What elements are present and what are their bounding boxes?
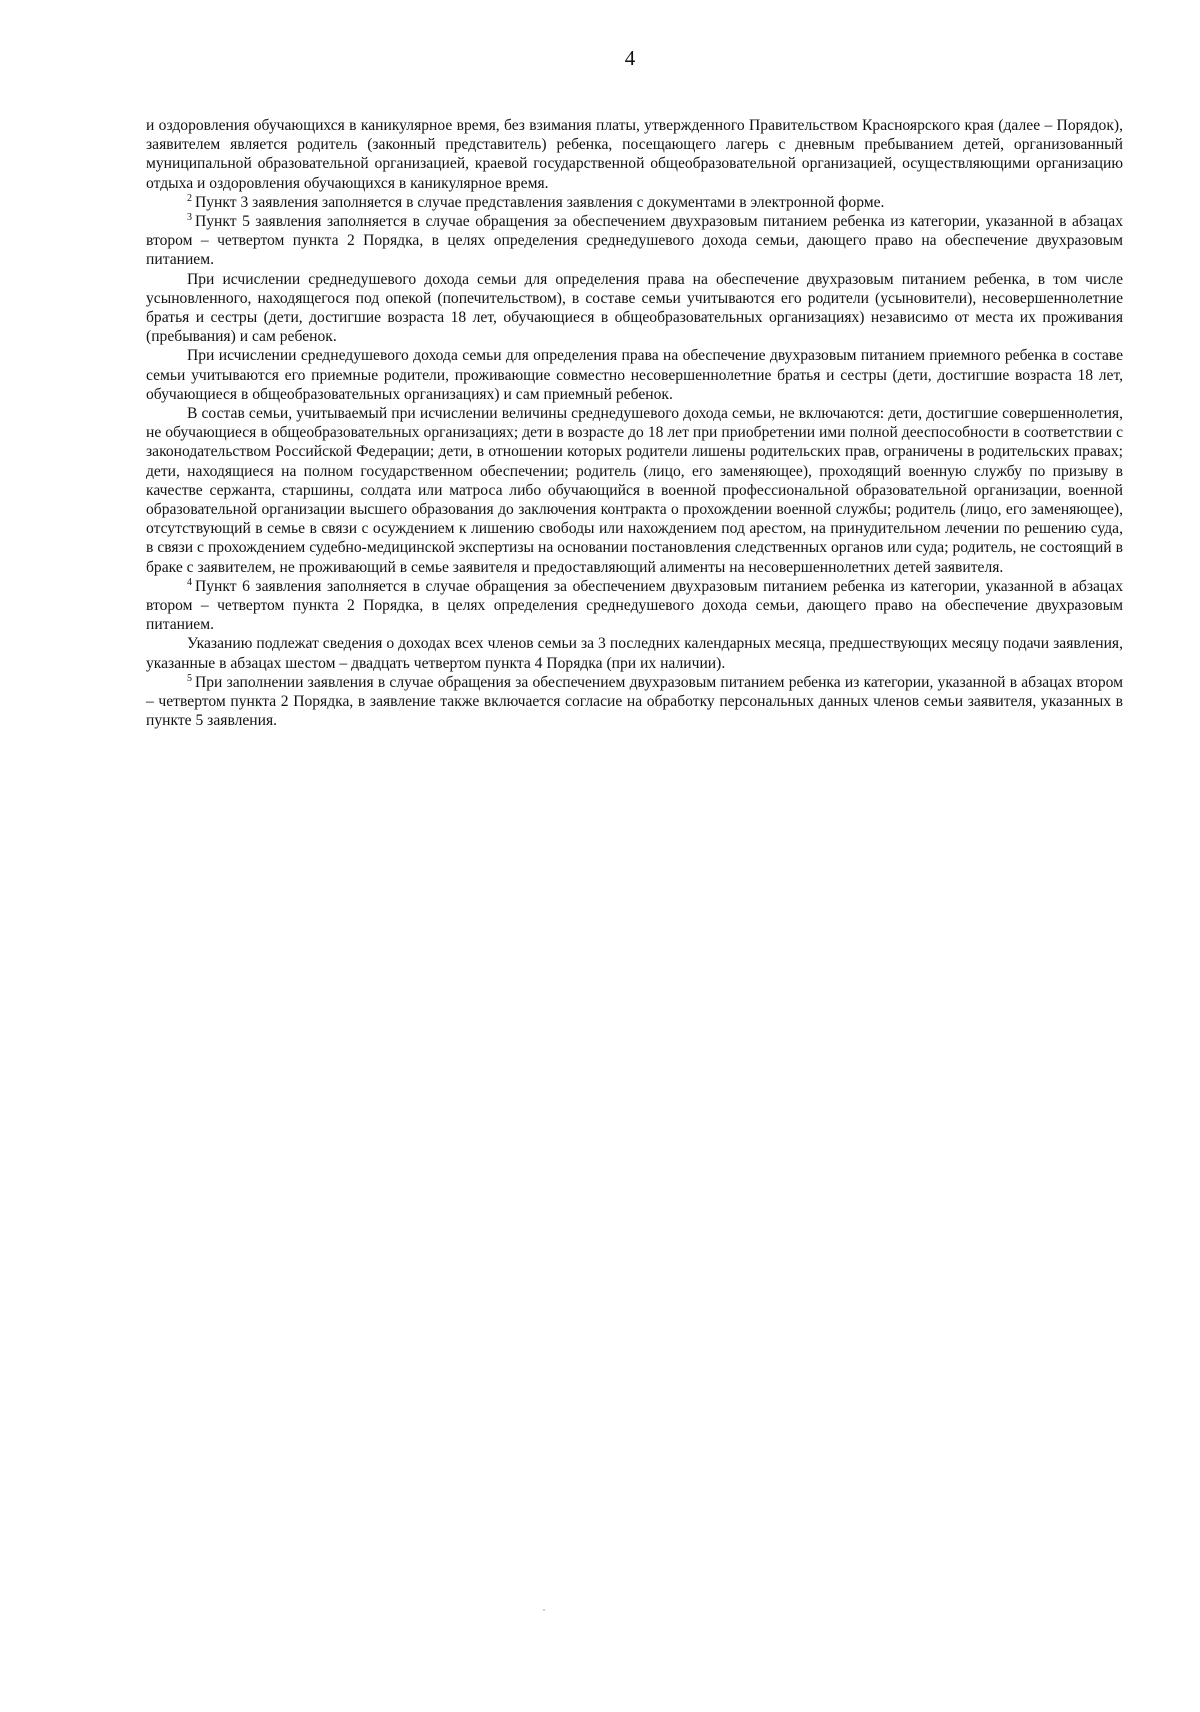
paragraph-foster-family-composition: При исчислении среднедушевого дохода семьи для определения права на обеспечение двухразовым питанием приемного ребенка в составе семьи учитываются его приемные родители, проживающие совместно несовершеннолетние братья и сестры (дети, достигшие возраста 18 лет, обучающиеся в общеобразовательных организациях) и сам приемный ребенок. (146, 347, 1123, 403)
footnote-2 (146, 193, 1123, 212)
paragraph-family-exclusions: В состав семьи, учитываемый при исчислении величины среднедушевого дохода семьи, не включаются: дети, достигшие совершеннолетия, не обучающиеся в общеобразовательных организациях; дети в возрасте до 18 лет при приобретении ими полной дееспособности в соответствии с законодательством Российской Федерации; дети, в отношении которых родители лишены родительских прав, ограничены в родительских правах; дети, находящиеся на полном государственном обеспечении; родитель (лицо, его заменяющее), проходящий военную службу по призыву в качестве сержанта, старшины, солдата или матроса либо обучающийся в военной профессиональной образовательной организации, военной образовательной организации высшего образования до заключения контракта о прохождении военной службы; родитель (лицо, его заменяющее), отсутствующий в семье в связи с осуждением к лишению свободы или нахождением под арестом, на принудительном лечении по решению суда, в связи с прохождением судебно-медицинской экспертизы на основании постановления следственных органов или суда; родитель, не состоящий в браке с заявителем, не проживающий в семье заявителя и предоставляющий алименты на несовершеннолетних детей заявителя. (146, 405, 1123, 576)
footnote-5-text: При заполнении заявления в случае обращения за обеспечением двухразовым питанием ребенка из категории, указанной в абзацах втором – четвертом пункта 2 Порядка, в заявление также включается согласие на обработку персональных данных членов семьи заявителя, указанных в пункте 5 заявления. (146, 673, 1123, 730)
document-body (146, 116, 1123, 731)
scan-speck (543, 1609, 545, 1611)
paragraph-procedure-continuation: и оздоровления обучающихся в каникулярное время, без взимания платы, утвержденного Правительством Красноярского края (далее – Порядок), заявителем является родитель (законный представитель) ребенка, посещающего лагерь с дневным пребыванием детей, организованный муниципальной образовательной организацией, краевой государственной общеобразовательной организацией, осуществляющими организацию отдыха и оздоровления обучающихся в каникулярное время. (146, 117, 1123, 192)
paragraph-family-composition: При исчислении среднедушевого дохода семьи для определения права на обеспечение двухразовым питанием ребенка, в том числе усыновленного, находящегося под опекой (попечительством), в составе семьи учитываются его родители (усыновители), несовершеннолетние братья и сестры (дети, достигшие возраста 18 лет, обучающиеся в общеобразовательных организациях) независимо от места их проживания (пребывания) и сам ребенок. (146, 270, 1123, 346)
footnote-3-text: Пункт 5 заявления заполняется в случае обращения за обеспечением двухразовым питанием ребенка из категории, указанной в абзацах втором – четвертом пункта 2 Порядка, в целях определения среднедушевого дохода семьи, дающего право на обеспечение двухразовым питанием. (146, 213, 1123, 269)
footnote-2-text: Пункт 3 заявления заполняется в случае представления заявления с документами в электронной форме. (195, 193, 885, 211)
paragraph-income-info: Указанию подлежат сведения о доходах всех членов семьи за 3 последних календарных месяца, предшествующих месяцу подачи заявления, указанные в абзацах шестом – двадцать четвертом пункта 4 Порядка (при их наличии). (146, 635, 1123, 672)
footnote-4-mark: 4 (187, 576, 192, 588)
footnote-4 (146, 577, 1123, 635)
footnote-2-mark: 2 (187, 192, 192, 204)
footnote-5-mark: 5 (187, 672, 192, 684)
footnote-4-text: Пункт 6 заявления заполняется в случае обращения за обеспечением двухразовым питанием ребенка из категории, указанной в абзацах втором – четвертом пункта 2 Порядка, в целях определения среднедушевого дохода семьи, дающего право на обеспечение двухразовым питанием. (146, 577, 1123, 634)
page-number: 4 (624, 46, 636, 70)
footnote-5 (146, 673, 1123, 731)
footnote-3-mark: 3 (187, 212, 192, 224)
footnote-3 (146, 212, 1123, 270)
